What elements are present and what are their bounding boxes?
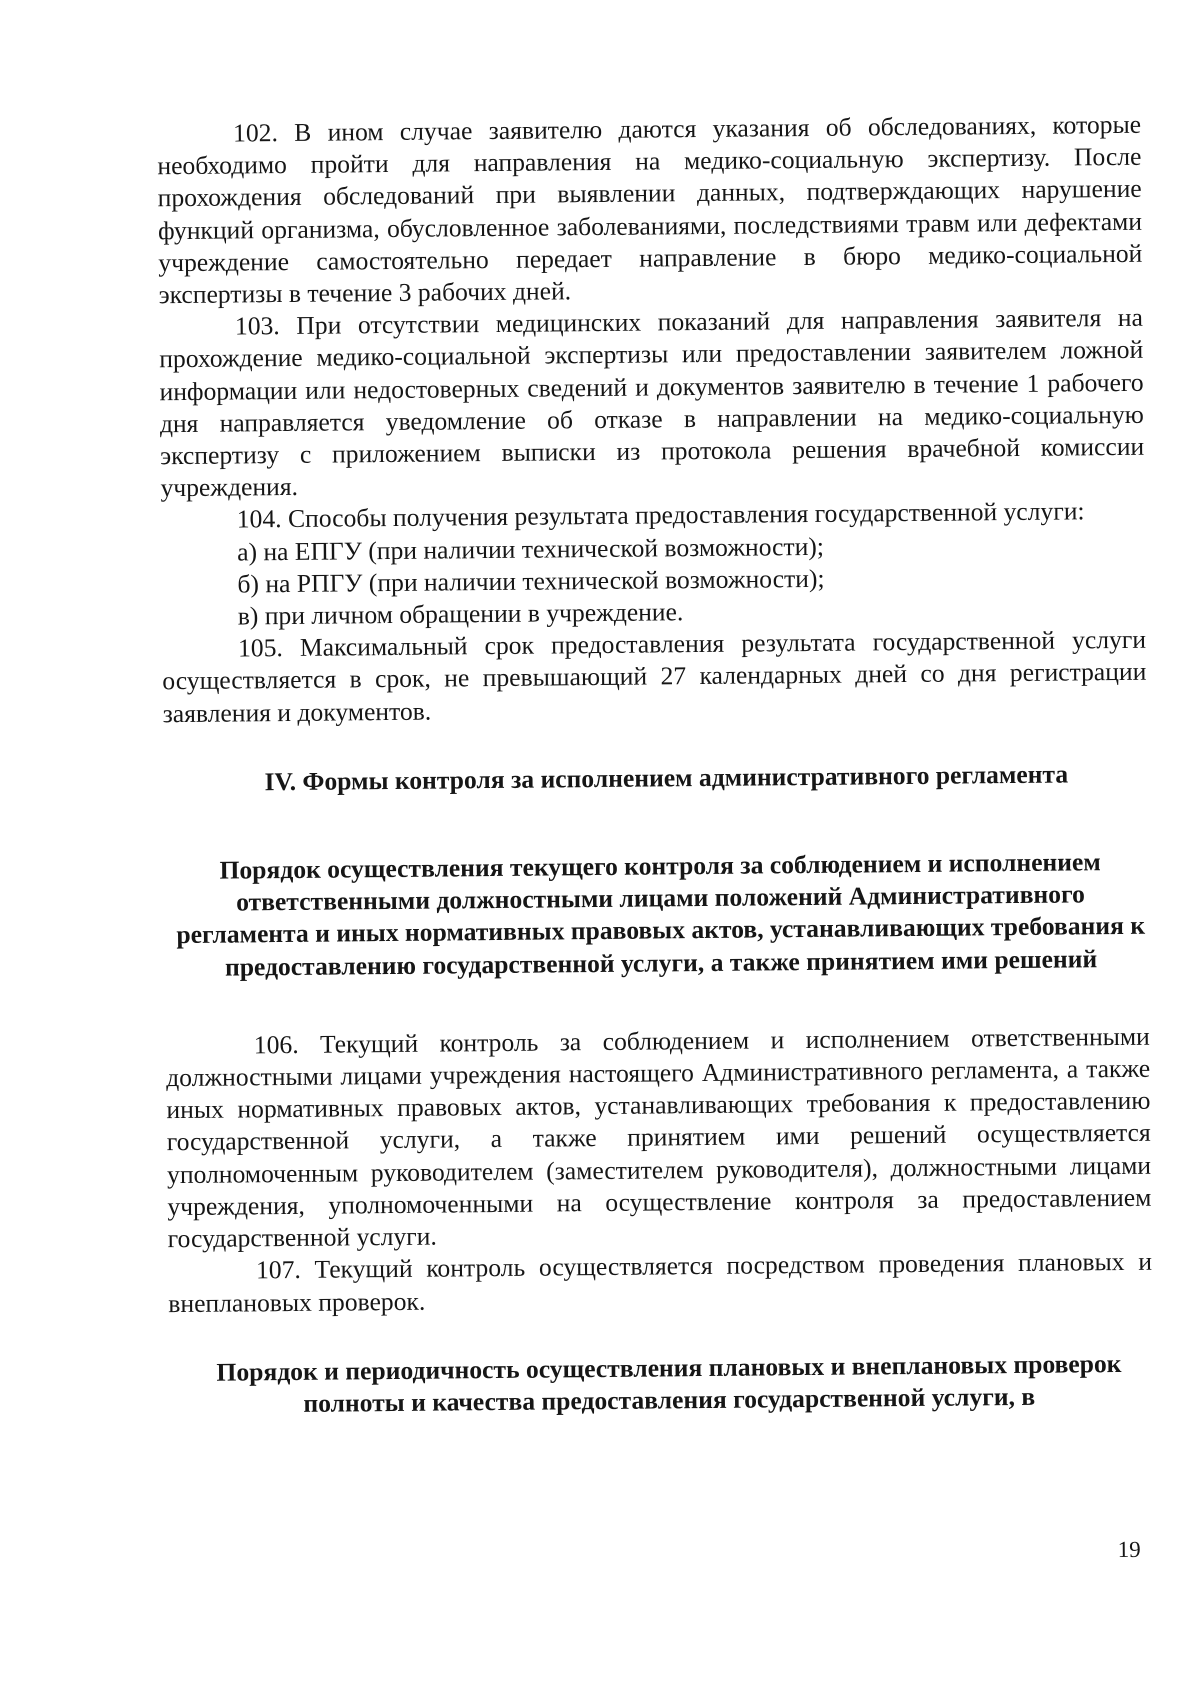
list-item-b: б) на РПГУ (при наличии технической возможности); [237,563,825,599]
paragraph-102: 102. В ином случае заявителю даются указания об обследованиях, которые необходимо пройти для направления на медико-социальную экспертизу. После прохождения обследований при выявлении данных, подтверждающих нарушение функций организма, обусловленное заболеваниями, последствиями травм или дефектами учреждение самостоятельно передает направление в бюро медико-социальной экспертизы в течение 3 рабочих дней. [157,109,1143,310]
subheading-inspections: Порядок и периодичность осуществления плановых и внеплановых проверок полноты и качества предоставления государственной услуги, в [216,1348,1122,1418]
list-item-c: в) при личном обращении в учреждение. [237,597,684,631]
page-number: 19 [1117,1536,1141,1563]
paragraph-104: 104. Способы получения результата предоставления государственной услуги: [236,496,1085,534]
paragraph-105: 105. Максимальный срок предоставления результата государственной услуги осуществляется в срок, не превышающий 27 календарных дней со дня регистрации заявления и документов. [162,624,1147,728]
paragraph-103: 103. При отсутствии медицинских показаний для направления заявителя на прохождение медико-социальной экспертизы или предоставлении заявителем ложной информации или недостоверных сведений и документов заявителю в течение 1 рабочего дня направляется уведомление об отказе в направлении на медико-социальную экспертизу с приложением выписки из протокола решения врачебной комиссии учреждения. [159,302,1145,503]
section-heading: IV. Формы контроля за исполнением административного регламента [264,759,1069,797]
paragraph-106: 106. Текущий контроль за соблюдением и исполнением ответственными должностными лицами учреждения настоящего Административного регламента, а также иных нормативных правовых актов, устанавливающих требования к предоставлению государственной услуги, а также принятием ими решений осуществляется уполномоченным руководителем (заместителем руководителя), должностными лицами учреждения, уполномоченными на осуществление контроля за предоставлением государственной услуги. [166,1021,1152,1254]
subheading-current-control: Порядок осуществления текущего контроля за соблюдением и исполнением ответственными должностными лицами положений Административного регламента и иных нормативных правовых актов, устанавливающих требования к предоставлению государственной услуги, а также принятием ими решений [176,847,1146,982]
paragraph-107: 107. Текущий контроль осуществляется посредством проведения плановых и внеплановых проверок. [168,1247,1153,1318]
list-item-a: а) на ЕПГУ (при наличии технической возможности); [236,531,825,567]
